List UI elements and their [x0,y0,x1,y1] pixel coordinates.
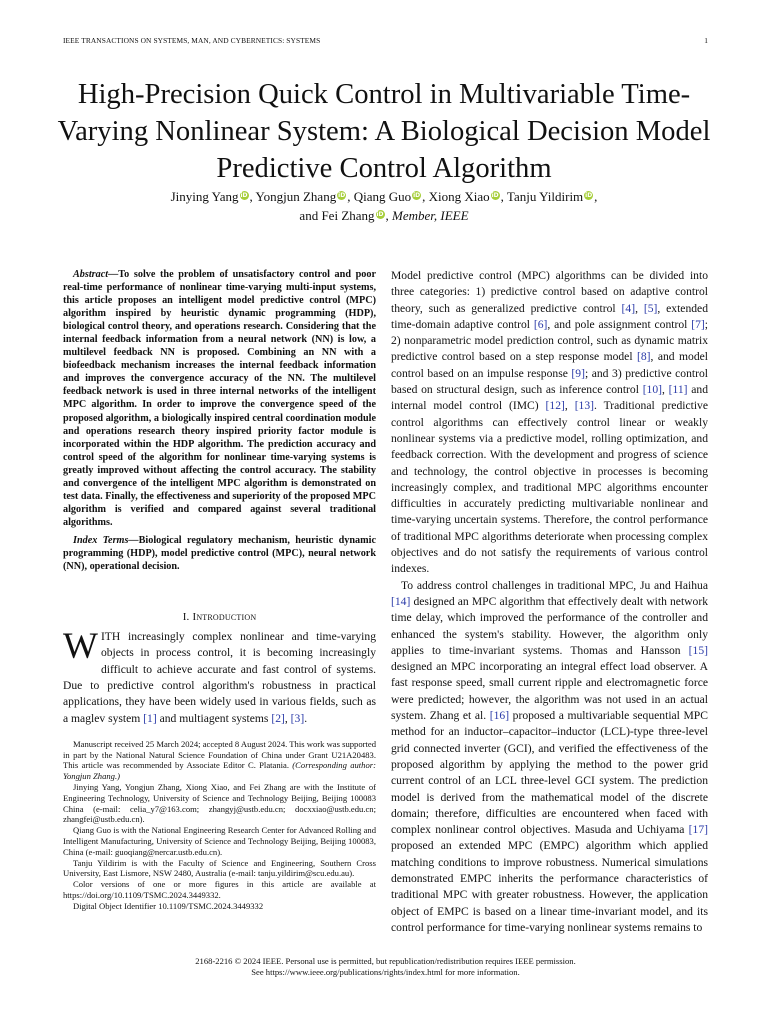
orcid-icon[interactable]: iD [491,192,499,199]
citation-link[interactable]: [17] [688,823,708,837]
orcid-icon[interactable]: iD [585,192,593,199]
intro-text: increasingly complex nonlinear and time-varying objects in process control, it is becoming increasingly difficult to achieve accurate and fast control of systems. Due to predictive control algorithm's robustness in practical applications, they have been widely used in various fields, such as a maglev system [63,630,376,725]
citation-link[interactable]: [15] [688,643,708,657]
intro-text: and multiagent systems [156,711,272,725]
citation-link[interactable]: [6] [533,317,548,331]
footnote-affiliation: Qiang Guo is with the National Engineering Research Center for Advanced Rolling and Intelligent Manufacturing, University of Science and Technology Beijing, Beijing 100083, China (e-mail: guoqiang@nercar.ustb.edu.cn). [63,825,376,857]
footnote-affiliation: Jinying Yang, Yongjun Zhang, Xiong Xiao, and Fei Zhang are with the Institute of Engineering Technology, University of Science and Technology Beijing, Beijing 100083 China (e-mail: celia_y7@163.com; zhangyj@ustb.edu.cn; docxxiao@ustb.edu.cn; zhangfei@ustb.edu.cn). [63,782,376,825]
footnote-doi: Digital Object Identifier 10.1109/TSMC.2024.3449332 [73,900,264,911]
author-line-1: Jinying Yang iD , Yongjun Zhang iD , Qiang Guo iD , Xiong Xiao iD , Tanju Yildirim iD , [170,189,598,204]
author-name[interactable]: Tanju Yildirim [506,189,584,204]
author-list [60,187,708,225]
lead-caps: ITH [100,630,121,644]
intro-text: , [284,711,291,725]
section-heading-introduction [63,611,376,623]
citation-link[interactable]: [9] [571,366,585,380]
right-column [391,268,708,936]
body-paragraph: Model predictive control (MPC) algorithms can be divided into three categories: 1) predictive control based on adaptive control theory, such as generalized predictive control [4], [5], extended time-domain adaptive control [6], and pole assignment control [7]; 2) nonparametric model prediction control, such as dynamic matrix predictive control based on a step response model [8], and model control based on an impulse response [9]; and 3) predictive control based on structural design, such as inference control [10], [11] and internal model control (IMC) [12], [13]. Traditional predictive control algorithms can effectively control linear or weakly nonlinear systems via a predictive model, rolling optimization, and feedback correction. With the development and progress of science and technology, the control objective in processes is becoming increasingly complex, and traditional MPC algorithms encounter difficulties in accurately predicting multivariable nonlinear and time-varying uncertain systems. Therefore, the control performance of traditional MPC algorithms deteriorate when processing complex objectives and do not satisfy the requirements of various control indexes. [391,269,709,576]
running-header [63,36,708,48]
citation-link[interactable]: [16] [489,709,510,723]
citation-link[interactable]: [2] [271,711,285,725]
abstract-label: Abstract— [73,269,119,280]
author-name[interactable]: Yongjun Zhang [255,189,337,204]
index-terms-label: Index Terms— [73,534,139,546]
body-paragraph: To address control challenges in traditional MPC, Ju and Haihua [14] designed an MPC algorithm that effectively dealt with network time delay, which improved the performance of the controller and enhanced the system's stability. However, the algorithm only applies to time-invariant systems. Thomas and Hansson [15] designed an MPC incorporating an integral effect load observer. A fast response speed, small current ripple and electromagnetic force were predicted; however, the algorithm was not used in an actual system. Zhang et al. [16] proposed a multivariable sequential MPC method for an inductor–capacitor–inductor (LCL)-type three-level grid connected inverter (GCI), and verified the effectiveness of the proposed algorithm by applying the method to the power grid current control of an LCL three-level GCI system. The prediction model is derived from the mathematical model of the discrete domain; therefore, difficulties are encountered when faced with complex nonlinear control objectives. Masuda and Uchiyama [17] proposed an extended MPC (EMPC) algorithm which applied matching conditions to improve robustness. Numerical simulations demonstrated EMPC inherits the performance characteristics of traditional MPC with greater robustness. However, the application object of EMPC is based on a linear time-invariant model, and its control performance for time-varying nonlinear systems remains to [391,578,708,934]
abstract-text: To solve the problem of unsatisfactory control and poor real-time performance of nonlinear time-varying multi-input systems, this article proposes an intelligent model predictive control (MPC) algorithm inspired by heuristic dynamic programming (HDP), biological control theory, and operations research. Considering that the internal feedback information from a neural network (NN) is low, a multilevel feedback NN is proposed. Combining an NN with a biofeedback mechanism increases the internal feedback information and improves the convergence accuracy of the NN. The multilevel feedback network is used in three internal networks of the intelligent MPC algorithm. In order to improve the convergence speed of the proposed algorithm, a biologically inspired central coordination module and operations research theory inspired priority factor module is incorporated within the HDP algorithm. The prediction accuracy and control speed of the algorithm for nonlinear time-varying systems is greatly improved without affecting the control accuracy. The stability and convergence of the intelligent MPC algorithm is demonstrated on test data. Finally, the effectiveness and superiority of the proposed MPC algorithm is verified and compared against several traditional algorithms. [63,269,376,528]
author-membership: Member, IEEE [392,208,469,223]
index-terms-text: Biological regulatory mechanism, heuristic dynamic programming (HDP), model predictive control (MPC), neural network (NN), operational decision. [63,534,376,573]
citation-link[interactable]: [3] [290,711,305,725]
section-title: Introduction [192,611,257,624]
citation-link[interactable]: [10] [642,383,663,397]
page-number: 1 [704,36,708,45]
abstract [63,268,376,529]
footnote-color-note: Color versions of one or more figures in this article are available at https://doi.org/10.1109/TSMC.2024.3449332. [63,879,376,901]
citation-link[interactable]: [11] [668,383,688,397]
author-name[interactable]: Xiong Xiao [428,189,490,204]
intro-text: . [304,711,308,725]
rights-link-line[interactable]: See https://www.ieee.org/publications/rights/index.html for more information. [251,967,520,977]
citation-link[interactable]: [12] [545,399,565,413]
journal-name: IEEE TRANSACTIONS ON SYSTEMS, MAN, AND CYBERNETICS: SYSTEMS [63,36,321,45]
footnote-manuscript: Manuscript received 25 March 2024; accepted 8 August 2024. This work was supported in part by the National Natural Science Foundation of China under Grant U21A20483. This article was recommended by Associate Editor C. Platania. (Corresponding author: Yongjun Zhang.) [63,738,376,782]
drop-cap: W [63,626,98,668]
author-conjunction: and [299,208,319,223]
citation-link[interactable]: [8] [636,350,651,364]
corresponding-author: (Corresponding author: Yongjun Zhang.) [63,760,376,782]
orcid-icon[interactable]: iD [376,211,384,218]
orcid-icon[interactable]: iD [413,192,421,199]
paper-title: High-Precision Quick Control in Multivariable Time-Varying Nonlinear System: A Biological Decision Model Predictive Control Algorithm [57,79,711,184]
author-name[interactable]: Jinying Yang [170,189,239,204]
citation-link[interactable]: [7] [691,317,705,331]
citation-link[interactable]: [14] [391,594,411,608]
citation-link[interactable]: [13] [574,399,595,413]
copyright-line: 2168-2216 © 2024 IEEE. Personal use is permitted, but republication/redistribution requires IEEE permission. [195,956,576,966]
footnote-affiliation: Tanju Yildirim is with the Faculty of Science and Engineering, Southern Cross University, East Lismore, NSW 2480, Australia (e-mail: tanju.yildirim@scu.edu.au). [63,857,376,879]
author-name[interactable]: Fei Zhang [321,208,375,223]
citation-link[interactable]: [4] [621,301,636,315]
orcid-icon[interactable]: iD [240,192,248,199]
section-number: I. [182,611,190,624]
left-column [63,268,376,912]
index-terms [63,534,376,573]
copyright-notice [63,956,708,978]
author-name[interactable]: Qiang Guo [353,189,412,204]
orcid-icon[interactable]: iD [338,192,346,199]
intro-paragraph [63,626,376,727]
footnotes [63,739,376,912]
citation-link[interactable]: [5] [643,301,658,315]
citation-link[interactable]: [1] [143,711,157,725]
author-line-2: and Fei Zhang iD , Member, IEEE [299,208,469,223]
